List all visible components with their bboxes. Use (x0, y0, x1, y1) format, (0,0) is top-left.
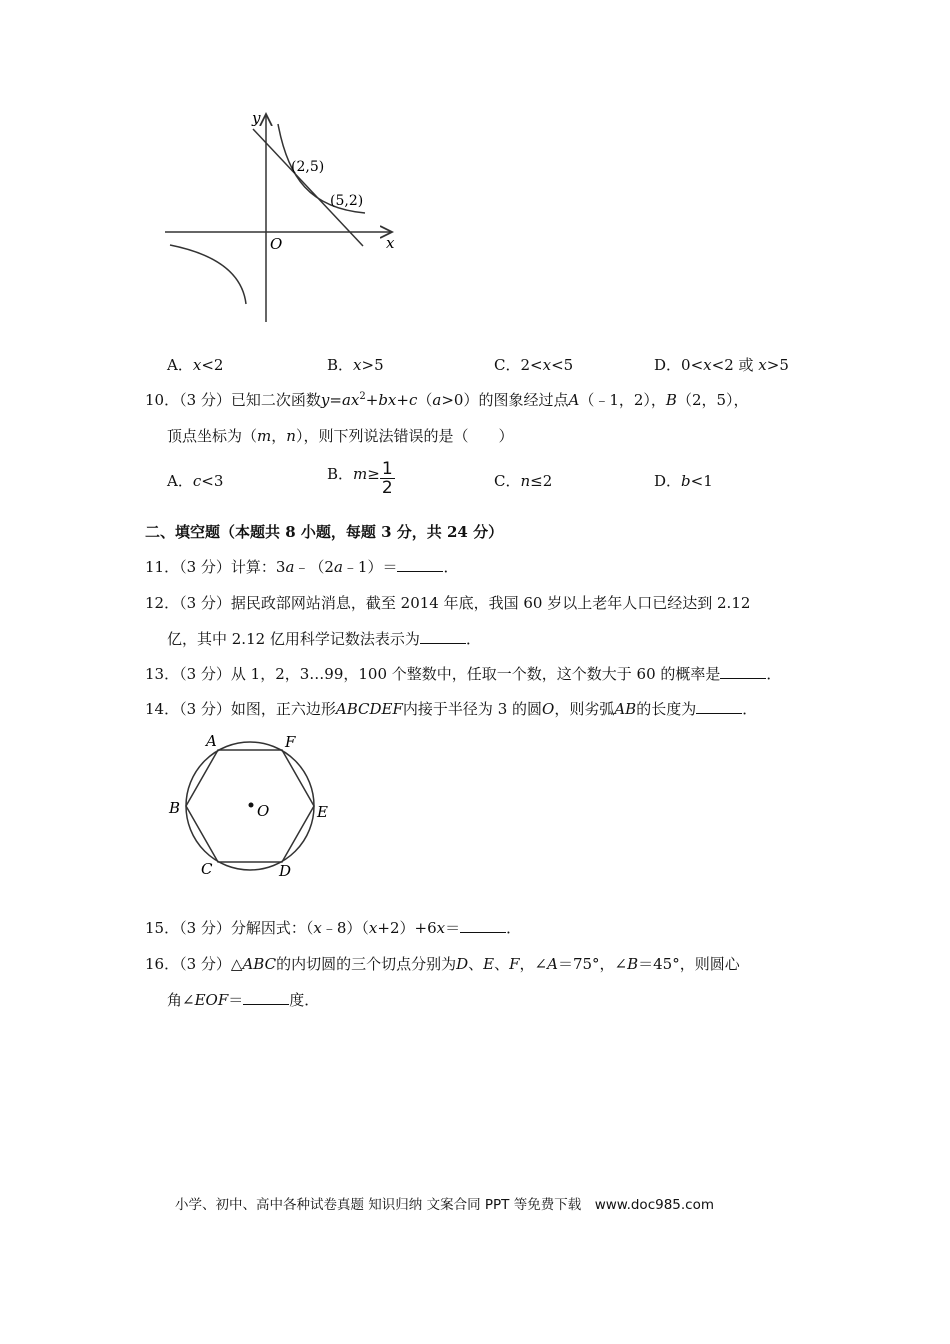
answer-blank[interactable] (696, 699, 742, 714)
answer-blank[interactable] (243, 990, 289, 1005)
answer-blank[interactable] (720, 664, 766, 679)
vertex-label-b: B (169, 799, 181, 817)
q9-graph (160, 108, 405, 326)
q10-line1: 10．（3 分）已知二次函数$y=ax^2+bx+c(a>0)$的图象经过点A（﹣1，2），B（2，5）， (145, 391, 749, 409)
q14-hexagon-figure (163, 728, 338, 884)
section-title: 二、填空题（本题共 8 小题，每题 3 分，共 24 分） (145, 523, 504, 541)
q11: 11．（3 分）计算：3a﹣（2a﹣1）＝ ． (145, 558, 459, 576)
vertex-label-a: A (206, 732, 217, 750)
q16-line1: 16．（3 分）△ABC的内切圆的三个切点分别为D、E、F，∠A＝75°，∠B＝45°，则圆心 (145, 955, 740, 973)
q10-option-a[interactable]: A．c<3 (167, 472, 224, 490)
q9-options (167, 354, 867, 376)
q10-options (167, 460, 867, 506)
q14: 14．（3 分）如图，正六边形ABCDEF内接于半径为 3 的圆O，则劣弧AB的长度为 ． (145, 700, 758, 718)
q16-line2: 角∠EOF＝ 度． (167, 991, 320, 1009)
x-axis-label: x (386, 234, 395, 252)
center-point (249, 803, 254, 808)
y-axis-label: y (252, 109, 261, 127)
q15: 15．（3 分）分解因式：（x﹣8）（x+2）+6x＝ ． (145, 919, 522, 937)
q9-option-d[interactable]: D．0<x<2 或 x>5 (654, 356, 789, 374)
q12-line1: 12．（3 分）据民政部网站消息，截至 2014 年底，我国 60 岁以上老年人口已经达到 2.12 (145, 594, 751, 612)
vertex-label-c: C (201, 860, 213, 878)
footer: 小学、初中、高中各种试卷真题 知识归纳 文案合同 PPT 等免费下载 www.doc985.com (175, 1197, 715, 1213)
point-5-2-label: (5,2) (330, 193, 364, 209)
q10-option-b[interactable]: B．m≥ $\frac{1}{2}$ (327, 459, 393, 498)
answer-blank[interactable] (420, 629, 466, 644)
vertex-label-d: D (279, 862, 292, 880)
q9-option-b[interactable]: B．x>5 (327, 356, 384, 374)
vertex-label-e: E (317, 803, 328, 821)
q10-option-d[interactable]: D．b<1 (654, 472, 713, 490)
q9-option-a[interactable]: A．x<2 (167, 356, 224, 374)
q9-option-c[interactable]: C．2<x<5 (494, 356, 574, 374)
point-2-5-label: (2,5) (291, 159, 325, 175)
q12-line2: 亿，其中 2.12 亿用科学记数法表示为 ． (167, 630, 481, 648)
q10-line2: 顶点坐标为（m，n），则下列说法错误的是（ ） (167, 427, 514, 445)
q13: 13．（3 分）从 1，2，3…99，100 个整数中，任取一个数，这个数大于 60 的概率是 ． (145, 665, 782, 683)
center-label-o: O (257, 802, 270, 820)
vertex-label-f: F (285, 733, 296, 751)
answer-blank[interactable] (460, 918, 506, 933)
origin-label: O (270, 235, 283, 253)
linear-function-line (253, 129, 363, 246)
answer-blank[interactable] (397, 557, 443, 572)
fraction-one-half: $\frac{1}{2}$ (381, 459, 393, 498)
q10-option-c[interactable]: C．n≤2 (494, 472, 553, 490)
hyperbola-lower-branch (170, 245, 246, 304)
